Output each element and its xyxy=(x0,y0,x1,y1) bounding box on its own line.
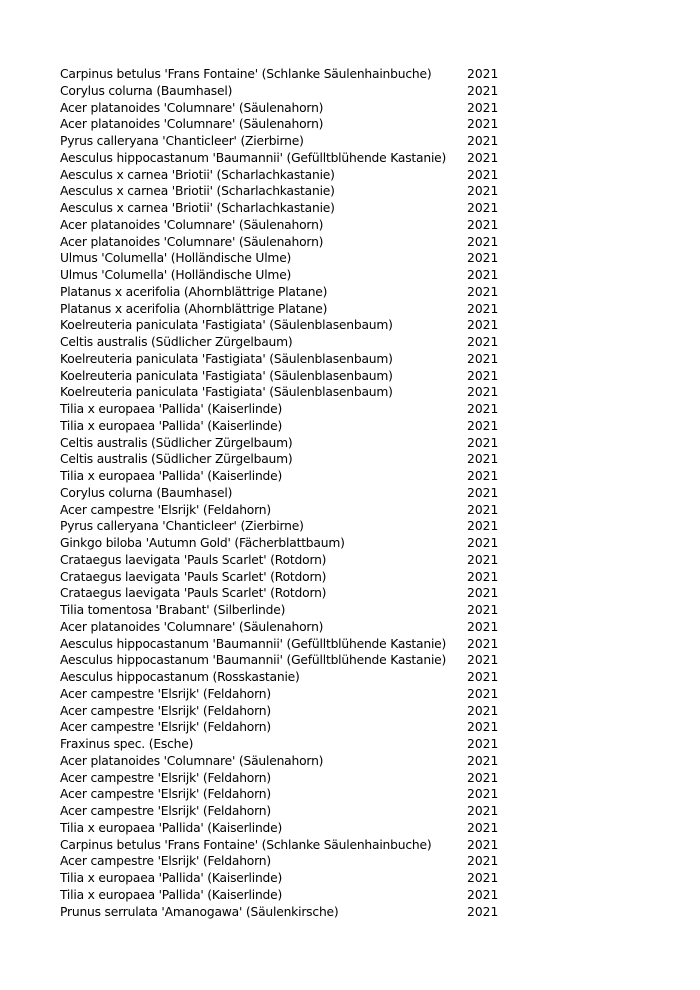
planting-year-cell: 2021 xyxy=(467,753,499,768)
planting-year-cell: 2021 xyxy=(467,83,499,98)
planting-year-cell: 2021 xyxy=(467,904,499,919)
table-row xyxy=(60,753,507,770)
tree-species-cell: Aesculus x carnea 'Briotii' (Scharlachkastanie) xyxy=(60,201,335,215)
planting-year-cell: 2021 xyxy=(467,100,499,115)
table-row xyxy=(60,250,507,267)
table-row xyxy=(60,703,507,720)
table-row xyxy=(60,217,507,234)
table-row xyxy=(60,887,507,904)
tree-species-cell: Acer campestre 'Elsrijk' (Feldahorn) xyxy=(60,686,271,701)
table-row xyxy=(60,502,507,519)
table-row xyxy=(60,200,507,217)
planting-year-cell: 2021 xyxy=(467,318,499,333)
planting-year-cell: 2021 xyxy=(467,368,499,383)
planting-year-cell: 2021 xyxy=(467,536,499,550)
tree-species-cell: Aesculus hippocastanum 'Baumannii' (Gefülltblühende Kastanie) xyxy=(60,636,447,651)
tree-species-cell: Aesculus hippocastanum 'Baumannii' (Gefülltblühende Kastanie) xyxy=(60,150,447,165)
planting-year-cell: 2021 xyxy=(467,301,499,316)
table-row xyxy=(60,150,507,167)
tree-species-cell: Koelreuteria paniculata 'Fastigiata' (Säulenblasenbaum) xyxy=(60,368,393,383)
table-row xyxy=(60,837,507,854)
tree-species-cell: Platanus x acerifolia (Ahornblättrige Platane) xyxy=(60,284,328,299)
tree-species-cell: Tilia x europaea 'Pallida' (Kaiserlinde) xyxy=(60,469,283,483)
table-row xyxy=(60,535,507,552)
table-row xyxy=(60,468,507,485)
tree-species-cell: Celtis australis (Südlicher Zürgelbaum) xyxy=(60,435,293,450)
tree-species-cell: Carpinus betulus 'Frans Fontaine' (Schlanke Säulenhainbuche) xyxy=(60,67,432,81)
tree-species-cell: Tilia x europaea 'Pallida' (Kaiserlinde) xyxy=(60,871,283,885)
planting-year-cell: 2021 xyxy=(467,552,499,567)
tree-species-cell: Tilia x europaea 'Pallida' (Kaiserlinde) xyxy=(60,820,283,835)
tree-species-cell: Acer campestre 'Elsrijk' (Feldahorn) xyxy=(60,703,271,718)
table-row xyxy=(60,719,507,736)
planting-year-cell: 2021 xyxy=(467,117,499,132)
planting-year-cell: 2021 xyxy=(467,150,499,165)
planting-year-cell: 2021 xyxy=(467,167,499,182)
planting-year-cell: 2021 xyxy=(467,184,499,199)
tree-species-cell: Tilia x europaea 'Pallida' (Kaiserlinde) xyxy=(60,418,283,433)
table-row xyxy=(60,167,507,184)
planting-year-cell: 2021 xyxy=(467,351,499,366)
planting-year-cell: 2021 xyxy=(467,837,499,852)
tree-species-cell: Platanus x acerifolia (Ahornblättrige Platane) xyxy=(60,301,328,316)
tree-species-cell: Koelreuteria paniculata 'Fastigiata' (Säulenblasenbaum) xyxy=(60,351,393,366)
planting-year-cell: 2021 xyxy=(467,502,499,517)
table-row xyxy=(60,401,507,418)
table-row xyxy=(60,384,507,401)
planting-year-cell: 2021 xyxy=(467,67,499,81)
planting-year-cell: 2021 xyxy=(467,268,499,282)
table-row xyxy=(60,619,507,636)
planting-year-cell: 2021 xyxy=(467,335,499,349)
table-row xyxy=(60,351,507,368)
planting-year-cell: 2021 xyxy=(467,686,499,701)
table-row xyxy=(60,368,507,385)
tree-species-cell: Acer campestre 'Elsrijk' (Feldahorn) xyxy=(60,787,271,802)
tree-species-cell: Acer platanoides 'Columnare' (Säulenahorn) xyxy=(60,117,324,132)
tree-species-cell: Acer platanoides 'Columnare' (Säulenahorn) xyxy=(60,619,324,634)
table-row xyxy=(60,870,507,887)
table-row xyxy=(60,602,507,619)
planting-year-cell: 2021 xyxy=(467,670,499,684)
table-row xyxy=(60,284,507,301)
planting-year-cell: 2021 xyxy=(467,636,499,651)
tree-species-cell: Crataegus laevigata 'Pauls Scarlet' (Rotdorn) xyxy=(60,586,327,601)
table-row xyxy=(60,100,507,117)
tree-species-cell: Koelreuteria paniculata 'Fastigiata' (Säulenblasenbaum) xyxy=(60,318,393,333)
table-row xyxy=(60,133,507,150)
table-row xyxy=(60,435,507,452)
table-row xyxy=(60,585,507,602)
tree-species-cell: Crataegus laevigata 'Pauls Scarlet' (Rotdorn) xyxy=(60,552,327,567)
planting-year-cell: 2021 xyxy=(467,469,499,483)
planting-year-cell: 2021 xyxy=(467,569,499,584)
tree-planting-table xyxy=(60,66,507,920)
planting-year-cell: 2021 xyxy=(467,217,499,232)
planting-year-cell: 2021 xyxy=(467,519,499,534)
table-row xyxy=(60,116,507,133)
tree-species-cell: Corylus colurna (Baumhasel) xyxy=(60,83,233,98)
planting-year-cell: 2021 xyxy=(467,787,499,802)
table-row xyxy=(60,853,507,870)
table-row xyxy=(60,234,507,251)
planting-year-cell: 2021 xyxy=(467,887,499,902)
tree-species-cell: Koelreuteria paniculata 'Fastigiata' (Säulenblasenbaum) xyxy=(60,385,393,400)
table-row xyxy=(60,267,507,284)
table-row xyxy=(60,301,507,318)
planting-year-cell: 2021 xyxy=(467,201,499,215)
tree-species-cell: Pyrus calleryana 'Chanticleer' (Zierbirne) xyxy=(60,519,304,534)
planting-year-cell: 2021 xyxy=(467,619,499,634)
planting-year-cell: 2021 xyxy=(467,703,499,718)
planting-year-cell: 2021 xyxy=(467,820,499,835)
planting-year-cell: 2021 xyxy=(467,134,499,148)
table-row xyxy=(60,418,507,435)
tree-species-cell: Fraxinus spec. (Esche) xyxy=(60,737,194,751)
table-row xyxy=(60,518,507,535)
table-row xyxy=(60,820,507,837)
planting-year-cell: 2021 xyxy=(467,586,499,601)
tree-species-cell: Acer platanoides 'Columnare' (Säulenahorn) xyxy=(60,217,324,232)
planting-year-cell: 2021 xyxy=(467,251,499,266)
planting-year-cell: 2021 xyxy=(467,485,499,500)
table-row xyxy=(60,317,507,334)
tree-species-cell: Celtis australis (Südlicher Zürgelbaum) xyxy=(60,335,293,349)
tree-species-cell: Ulmus 'Columella' (Holländische Ulme) xyxy=(60,268,292,282)
tree-species-cell: Prunus serrulata 'Amanogawa' (Säulenkirsche) xyxy=(60,904,339,919)
tree-species-cell: Crataegus laevigata 'Pauls Scarlet' (Rotdorn) xyxy=(60,569,327,584)
planting-year-cell: 2021 xyxy=(467,871,499,885)
tree-species-cell: Tilia x europaea 'Pallida' (Kaiserlinde) xyxy=(60,887,283,902)
planting-year-cell: 2021 xyxy=(467,234,499,249)
tree-species-cell: Acer campestre 'Elsrijk' (Feldahorn) xyxy=(60,502,271,517)
planting-year-cell: 2021 xyxy=(467,770,499,785)
table-row xyxy=(60,636,507,653)
table-row xyxy=(60,485,507,502)
tree-species-cell: Acer campestre 'Elsrijk' (Feldahorn) xyxy=(60,854,271,869)
tree-species-cell: Celtis australis (Südlicher Zürgelbaum) xyxy=(60,452,293,467)
tree-species-cell: Aesculus x carnea 'Briotii' (Scharlachkastanie) xyxy=(60,167,335,182)
table-row xyxy=(60,736,507,753)
planting-year-cell: 2021 xyxy=(467,284,499,299)
tree-species-cell: Corylus colurna (Baumhasel) xyxy=(60,485,233,500)
planting-year-cell: 2021 xyxy=(467,402,499,416)
tree-species-cell: Acer campestre 'Elsrijk' (Feldahorn) xyxy=(60,770,271,785)
planting-year-cell: 2021 xyxy=(467,653,499,668)
tree-species-cell: Aesculus x carnea 'Briotii' (Scharlachkastanie) xyxy=(60,184,335,199)
tree-species-cell: Tilia tomentosa 'Brabant' (Silberlinde) xyxy=(60,603,286,617)
tree-species-cell: Acer campestre 'Elsrijk' (Feldahorn) xyxy=(60,804,271,818)
tree-species-cell: Ginkgo biloba 'Autumn Gold' (Fächerblattbaum) xyxy=(60,536,345,550)
table-row xyxy=(60,652,507,669)
table-row xyxy=(60,83,507,100)
tree-species-cell: Acer campestre 'Elsrijk' (Feldahorn) xyxy=(60,720,271,735)
tree-species-cell: Aesculus hippocastanum 'Baumannii' (Gefülltblühende Kastanie) xyxy=(60,653,447,668)
tree-species-cell: Tilia x europaea 'Pallida' (Kaiserlinde) xyxy=(60,402,283,416)
tree-species-cell: Acer platanoides 'Columnare' (Säulenahorn) xyxy=(60,753,324,768)
tree-species-cell: Acer platanoides 'Columnare' (Säulenahorn) xyxy=(60,100,324,115)
tree-species-cell: Pyrus calleryana 'Chanticleer' (Zierbirne) xyxy=(60,134,304,148)
planting-year-cell: 2021 xyxy=(467,720,499,735)
tree-species-cell: Aesculus hippocastanum (Rosskastanie) xyxy=(60,670,300,684)
tree-species-cell: Ulmus 'Columella' (Holländische Ulme) xyxy=(60,251,292,266)
tree-rows xyxy=(60,66,507,920)
planting-year-cell: 2021 xyxy=(467,418,499,433)
tree-species-cell: Carpinus betulus 'Frans Fontaine' (Schlanke Säulenhainbuche) xyxy=(60,837,432,852)
planting-year-cell: 2021 xyxy=(467,804,499,818)
planting-year-cell: 2021 xyxy=(467,435,499,450)
planting-year-cell: 2021 xyxy=(467,452,499,467)
planting-year-cell: 2021 xyxy=(467,737,499,751)
tree-species-cell: Acer platanoides 'Columnare' (Säulenahorn) xyxy=(60,234,324,249)
table-row xyxy=(60,451,507,468)
table-row xyxy=(60,569,507,586)
table-row xyxy=(60,786,507,803)
planting-year-cell: 2021 xyxy=(467,385,499,400)
table-row xyxy=(60,552,507,569)
planting-year-cell: 2021 xyxy=(467,603,499,617)
table-row xyxy=(60,669,507,686)
table-row xyxy=(60,686,507,703)
table-row xyxy=(60,904,507,921)
table-row xyxy=(60,66,507,83)
table-row xyxy=(60,803,507,820)
table-row xyxy=(60,334,507,351)
table-row xyxy=(60,770,507,787)
planting-year-cell: 2021 xyxy=(467,854,499,869)
table-row xyxy=(60,183,507,200)
